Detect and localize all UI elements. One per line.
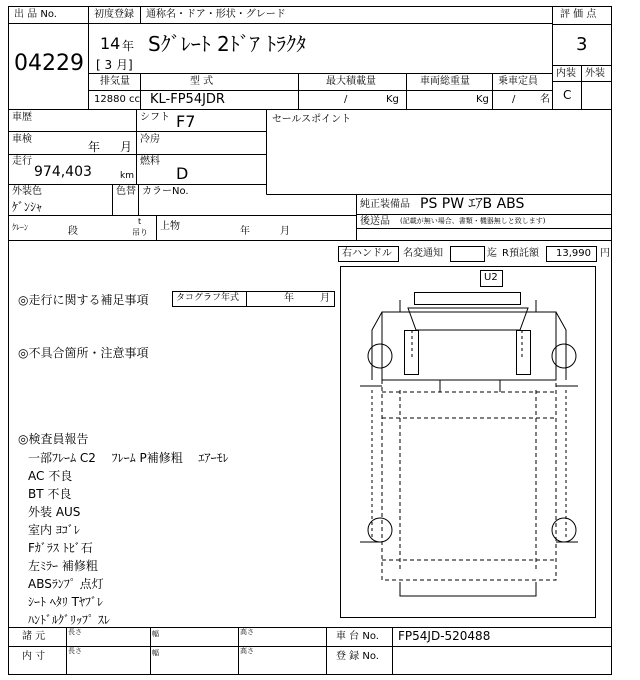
- color-change-label: 色替: [116, 186, 136, 197]
- load-unit: Kg: [386, 94, 399, 105]
- tachograph-month-unit: 月: [320, 293, 330, 304]
- accessories-label: 後送品: [360, 216, 390, 227]
- shift-value: F7: [176, 112, 196, 131]
- shift-label: シフト: [140, 112, 170, 123]
- recycle-unit: 円: [600, 248, 610, 259]
- equipment-value: PS PW ｴｱB ABS: [420, 196, 525, 212]
- load-value: /: [344, 94, 348, 105]
- report-line: ﾊﾝﾄﾞﾙｸﾞﾘｯﾌﾟ ｽﾚ: [28, 613, 110, 627]
- lot-number-label: 出 品 No.: [14, 9, 57, 20]
- crane-lift-unit: 吊り: [132, 228, 148, 237]
- interior-grade-value: C: [563, 88, 572, 102]
- report-line: 室内 ﾖｺﾞﾚ: [28, 523, 80, 537]
- interior-dims-label: 内 寸: [22, 651, 46, 662]
- gross-weight-label: 車両総重量: [420, 76, 470, 87]
- crane-label: ｸﾚｰﾝ: [12, 223, 28, 232]
- spec-label: 諸 元: [22, 631, 46, 642]
- shaken-until-label: 迄: [487, 248, 497, 259]
- vehicle-diagram: [360, 271, 578, 597]
- chassis-number: FP54JD-520488: [398, 629, 491, 643]
- diagram-mark: U2: [484, 272, 498, 283]
- first-registration-month: [ 3 月]: [96, 58, 133, 72]
- accessories-note: (記載が無い場合、書類・機器無しと致します): [400, 217, 546, 225]
- displacement-value: 12880 cc: [94, 94, 140, 105]
- report-line: AC 不良: [28, 469, 73, 483]
- first-registration-label: 初度登録: [94, 9, 134, 20]
- dims-height-label: 高さ: [240, 647, 254, 655]
- mileage-label: 走行: [12, 156, 32, 167]
- inspection-month-unit: 月: [120, 140, 133, 154]
- exterior-grade-label: 外装: [585, 68, 605, 79]
- displacement-label: 排気量: [100, 76, 130, 87]
- registration-number-label: 登 録 No.: [336, 651, 379, 662]
- spec-length-label: 長さ: [68, 628, 82, 636]
- inspection-year-unit: 年: [88, 140, 101, 154]
- max-load-label: 最大積載量: [326, 76, 376, 87]
- report-line: Fｶﾞﾗｽ ﾄﾋﾞ石: [28, 541, 93, 555]
- history-label: 車歴: [12, 112, 32, 123]
- capacity-unit: 名: [540, 94, 550, 105]
- steering-side: 右ハンドル: [342, 248, 392, 259]
- fuel-value: D: [176, 164, 189, 183]
- aircon-label: 冷房: [140, 134, 160, 145]
- report-line: BT 不良: [28, 487, 72, 501]
- equipment-label: 純正装備品: [360, 199, 410, 210]
- chassis-number-label: 車 台 No.: [336, 631, 379, 642]
- upper-year-unit: 年: [240, 226, 250, 237]
- capacity-value: /: [512, 94, 516, 105]
- recycle-value: 13,990: [556, 248, 591, 259]
- report-line: 左ﾐﾗｰ 補修粗: [28, 559, 98, 573]
- exterior-color-label: 外装色: [12, 186, 42, 197]
- report-line: ABSﾗﾝﾌﾟ 点灯: [28, 577, 104, 591]
- mileage-unit: km: [120, 171, 134, 181]
- inspection-label: 車検: [12, 134, 32, 145]
- sales-point-label: セールスポイント: [272, 114, 352, 125]
- inspector-report-label: ◎検査員報告: [18, 432, 89, 446]
- dims-length-label: 長さ: [68, 647, 82, 655]
- defect-notes-label: ◎不具合箇所・注意事項: [18, 346, 149, 360]
- car-name-label: 通称名・ドア・形状・グレード: [146, 9, 286, 20]
- crane-stage-unit: 段: [68, 226, 78, 237]
- tachograph-label: タコグラフ年式: [176, 293, 240, 303]
- model-label: 型 式: [190, 76, 214, 87]
- color-code-label: カラーNo.: [142, 186, 189, 197]
- tachograph-year-unit: 年: [284, 293, 294, 304]
- lot-number: 04229: [14, 51, 84, 76]
- car-name: Sｸﾞﾚｰﾄ 2ﾄﾞｱ ﾄﾗｸﾀ: [148, 32, 307, 56]
- report-line: ｼｰﾄ ﾍﾀﾘ Tﾔﾌﾞﾚ: [28, 595, 103, 609]
- report-line: 外装 AUS: [28, 505, 81, 519]
- spec-height-label: 高さ: [240, 628, 254, 636]
- spec-width-label: 幅: [152, 630, 159, 638]
- crane-tonnage-unit: t: [138, 217, 142, 226]
- upper-body-label: 上物: [160, 221, 180, 232]
- report-line: 一部ﾌﾚｰﾑ C2 ﾌﾚｰﾑ P補修粗 ｴｱｰﾓﾚ: [28, 451, 229, 465]
- first-registration-year: 14: [100, 34, 121, 53]
- interior-grade-label: 内装: [556, 68, 576, 79]
- dims-width-label: 幅: [152, 649, 159, 657]
- grade-value: 3: [576, 34, 588, 55]
- name-change-label: 名変通知: [403, 248, 443, 259]
- grade-label: 評 価 点: [560, 9, 597, 20]
- capacity-label: 乗車定員: [498, 76, 538, 87]
- running-supplement-label: ◎走行に関する補足事項: [18, 293, 149, 307]
- fuel-label: 燃料: [140, 156, 160, 167]
- model-value: KL-FP54JDR: [150, 92, 225, 107]
- year-unit: 年: [122, 39, 135, 53]
- exterior-color-value: ｹﾞﾝｼｬ: [12, 200, 43, 214]
- mileage-value: 974,403: [34, 164, 92, 180]
- recycle-label: R預託額: [502, 248, 539, 259]
- gross-weight-unit: Kg: [476, 94, 489, 105]
- upper-month-unit: 月: [280, 226, 290, 237]
